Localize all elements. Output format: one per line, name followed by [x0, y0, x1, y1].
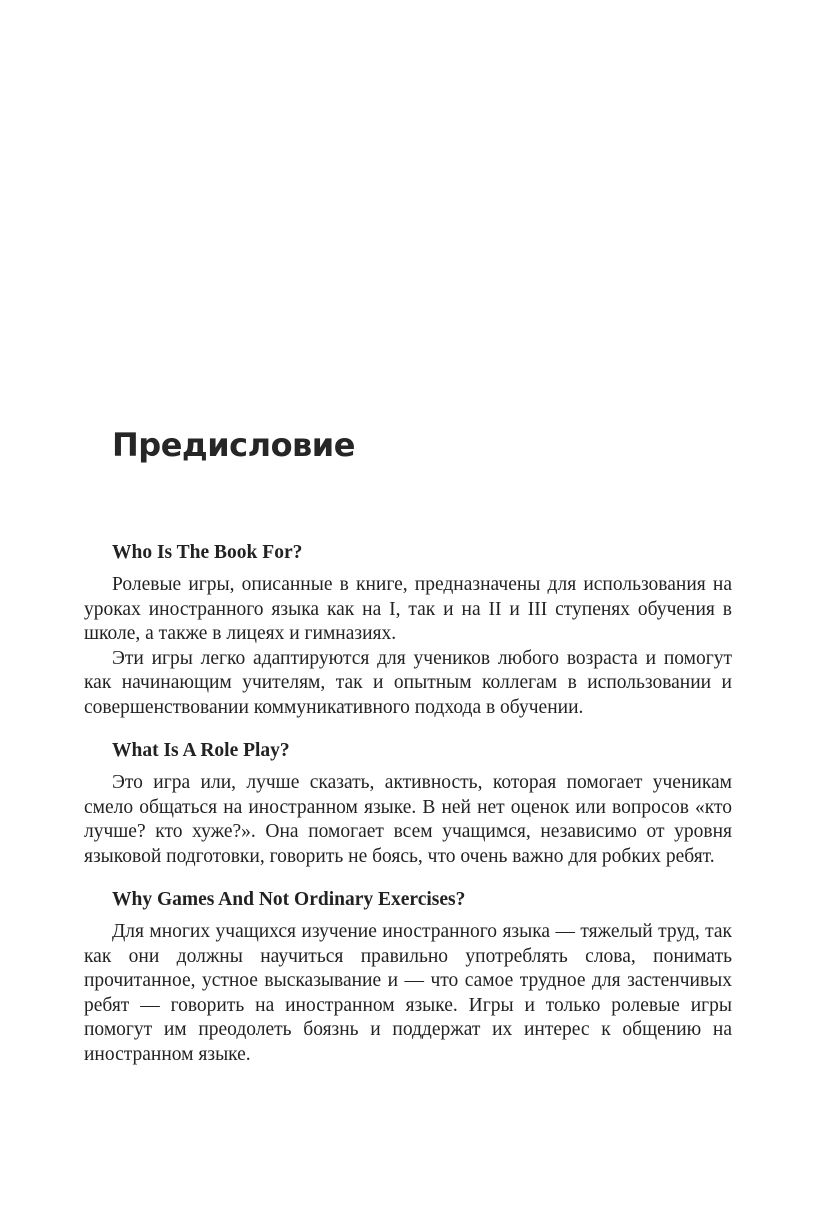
section-heading: Who Is The Book For?: [112, 542, 303, 563]
section-why-games: [84, 887, 732, 1067]
paragraph: Для многих учащихся изучение иностранного языка — тяжелый труд, так как они должны научиться правильно употреблять слова, понимать прочитанное, устное высказывание и — что самое трудное для застенчивых ребят — говорить на иностранном языке. Игры и только ролевые игры помогут им преодолеть боязнь и поддержат их интерес к общению на иностранном языке.: [84, 921, 732, 1065]
paragraph: Ролевые игры, описанные в книге, предназначены для использования на уроках иностранного языка как на I, так и на II и III ступенях обучения в школе, а также в лицеях и гимназиях.: [84, 574, 732, 644]
section-who-is-the-book-for: [84, 540, 732, 720]
paragraph: Эти игры легко адаптируются для учеников любого возраста и помогут как начинающим учителям, так и опытным коллегам в использовании и совершенствовании коммуникативного подхода в обучении.: [84, 647, 732, 718]
paragraph: Это игра или, лучше сказать, активность, которая помогает ученикам смело общаться на иностранном языке. В ней нет оценок или вопросов «кто лучше? кто хуже?». Она помогает всем учащимся, независимо от уровня языковой подготовки, говорить не боясь, что очень важно для робких ребят.: [84, 772, 732, 867]
section-what-is-a-role-play: [84, 738, 732, 869]
section-heading: What Is A Role Play?: [112, 740, 290, 761]
section-heading: Why Games And Not Ordinary Exercises?: [112, 889, 466, 910]
page-title: Предисловие: [112, 426, 355, 464]
preface-content: [84, 540, 732, 1085]
